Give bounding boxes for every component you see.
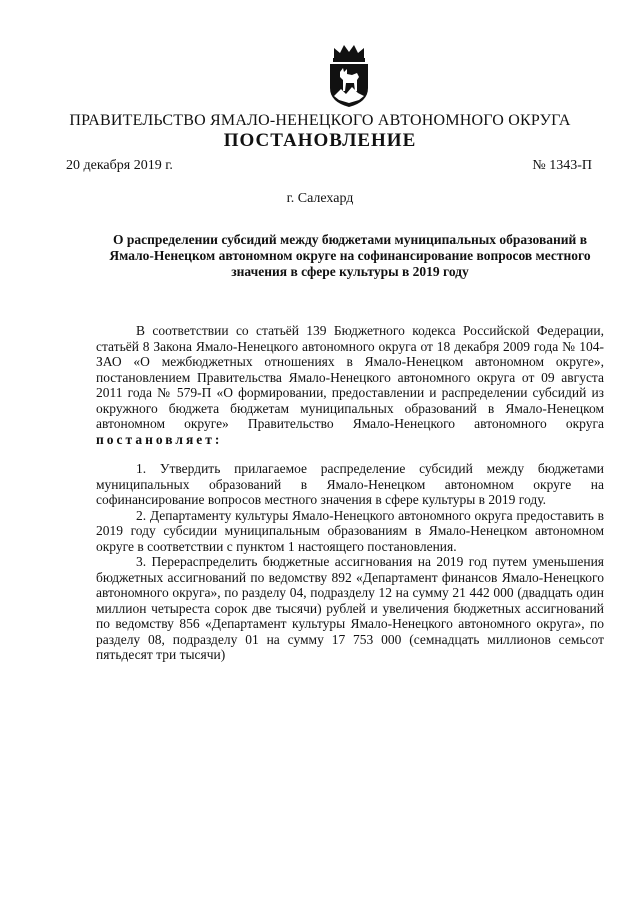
document-type: ПОСТАНОВЛЕНИЕ [223, 130, 417, 151]
clause-1: 1. Утвердить прилагаемое распределение субсидий между бюджетами муниципальных образований в Ямало-Ненецком автономном округе на софинансирование вопросов местного значения в сфере культуры в 2019 году. [96, 461, 604, 507]
yamal-coat-of-arms-icon [326, 44, 372, 108]
resolves-word: постановляет: [96, 431, 223, 447]
document-city: г. Салехард [286, 191, 354, 206]
document-body [96, 323, 604, 663]
document-title: О распределении субсидий между бюджетами муниципальных образований в Ямало-Ненецком автономном округе на софинансирование вопросов местного значения в сфере культуры в 2019 году [109, 232, 591, 279]
clause-2: 2. Департаменту культуры Ямало-Ненецкого автономного округа предоставить в 2019 году субсидии муниципальным образованиям в Ямало-Ненецком автономном округе в соответствии с пунктом 1 настоящего постановления. [96, 507, 604, 554]
clause-3: 3. Перераспределить бюджетные ассигнования на 2019 год путем уменьшения бюджетных ассигнований по ведомству 892 «Департамент финансов Ямало-Ненецкого автономного округа», по разделу 04, подразделу 12 на сумму 21 442 000 (двадцать один миллион четыреста сорок две тысячи) рублей и увеличения бюджетных ассигнований по ведомству 856 «Департамент культуры Ямало-Ненецкого автономного округа», по разделу 08, подразделу 01 на сумму 17 753 000 (семнадцать миллионов семьсот пятьдесят три тысячи) [96, 554, 604, 662]
preamble-text: В соответствии со статьёй 139 Бюджетного кодекса Российской Федерации, статьёй 8 Закона Ямало-Ненецкого автономного округа от 18 декабря 2009 года № 104-ЗАО «О межбюджетных отношениях в Ямало-Ненецком автономном округе», постановлением Правительства Ямало-Ненецкого автономного округа от 09 августа 2011 года № 579-П «О формировании, предоставлении и распределении субсидий из окружного бюджета бюджетам муниципальных образований в Ямало-Ненецком автономном округе» Правительство Ямало-Ненецкого автономного округа [96, 323, 604, 431]
document-date: 20 декабря 2019 г. [66, 158, 173, 173]
preamble-paragraph [96, 323, 604, 447]
organization-name: ПРАВИТЕЛЬСТВО ЯМАЛО-НЕНЕЦКОГО АВТОНОМНОГО ОКРУГА [69, 112, 571, 129]
document-number: № 1343-П [532, 158, 592, 173]
